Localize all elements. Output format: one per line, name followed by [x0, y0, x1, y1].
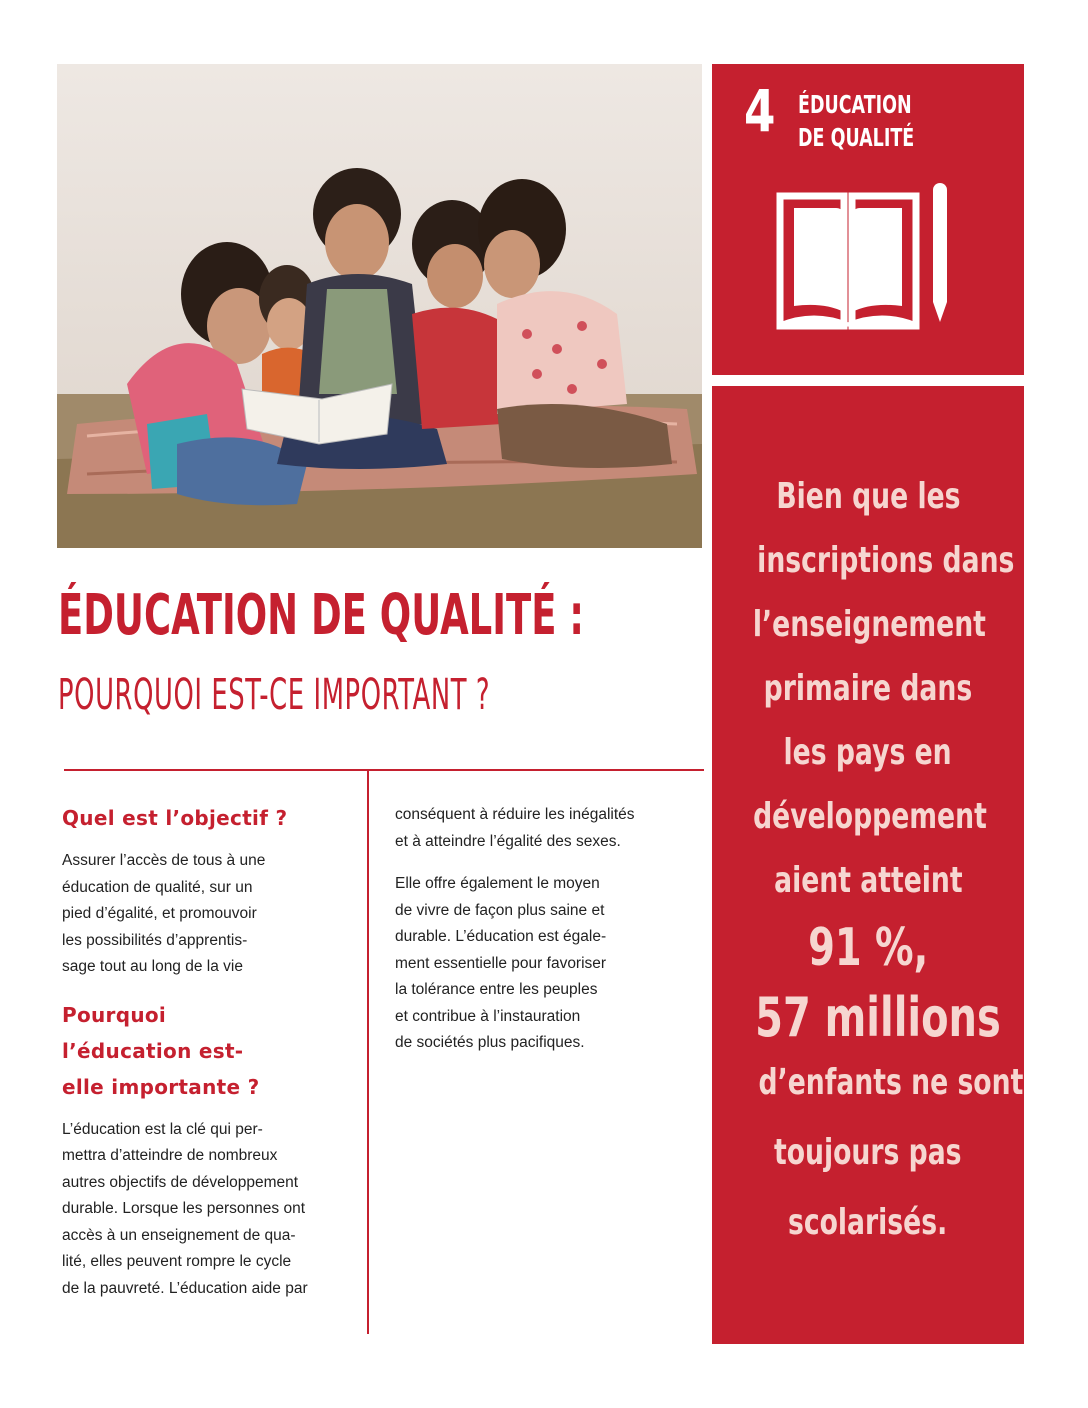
- sdg-goal-tile: [712, 64, 1024, 375]
- stat-line: Bien que les: [775, 476, 961, 517]
- page-title: ÉDUCATION DE QUALITÉ :: [58, 583, 585, 648]
- benefits-paragraph: Elle offre également le moyen de vivre de façon plus saine et durable. L’éducation est égale- ment essentielle pour favoriser la tolérance entre les peuples et contribue à l’instauration de sociétés plus pacifiques.: [395, 875, 607, 1051]
- book-pencil-icon: [774, 184, 964, 329]
- stat-line: primaire dans: [763, 668, 973, 709]
- children-reading-illustration: [57, 64, 702, 548]
- section-heading-why: Pourquoi l’éducation est- elle importante ?: [62, 1002, 260, 1099]
- stat-line: aient atteint: [773, 860, 963, 901]
- horizontal-divider: [64, 769, 704, 771]
- right-column: [395, 800, 695, 1057]
- stat-line: inscriptions dans: [757, 540, 1015, 581]
- stat-line: toujours pas: [774, 1132, 962, 1173]
- left-column: [62, 800, 358, 1302]
- continuation-paragraph: conséquent à réduire les inégalités et à atteindre l’égalité des sexes.: [395, 806, 635, 850]
- page-subtitle: POURQUOI EST-CE IMPORTANT ?: [58, 670, 491, 720]
- objective-paragraph: Assurer l’accès de tous à une éducation de qualité, sur un pied d’égalité, et promouvoir les possibilités d’apprentis- sage tout au long de la vie: [62, 852, 266, 975]
- stat-line: d’enfants ne sont: [758, 1062, 1024, 1103]
- stat-line: développement: [753, 796, 987, 837]
- section-heading-objective: Quel est l’objectif ?: [62, 806, 288, 830]
- why-paragraph: L’éducation est la clé qui per- mettra d’atteindre de nombreux autres objectifs de développement durable. Lorsque les personnes ont accès à un enseignement de qua- lité, elles peuvent rompre le cycle de la pauvreté. L’éducation aide par: [62, 1120, 308, 1297]
- sdg-title: ÉDUCATION DE QUALITÉ: [798, 90, 915, 152]
- column-divider: [367, 770, 369, 1334]
- sdg-number: 4: [744, 77, 776, 145]
- stat-highlight-millions: 57 millions: [755, 986, 1001, 1049]
- stat-line: les pays en: [783, 732, 953, 773]
- stat-line: scolarisés.: [788, 1202, 948, 1243]
- hero-photo: [57, 64, 702, 548]
- stat-line: l’enseignement: [752, 604, 986, 645]
- stat-highlight-percent: 91 %,: [807, 918, 929, 978]
- statistic-panel: [712, 386, 1024, 1344]
